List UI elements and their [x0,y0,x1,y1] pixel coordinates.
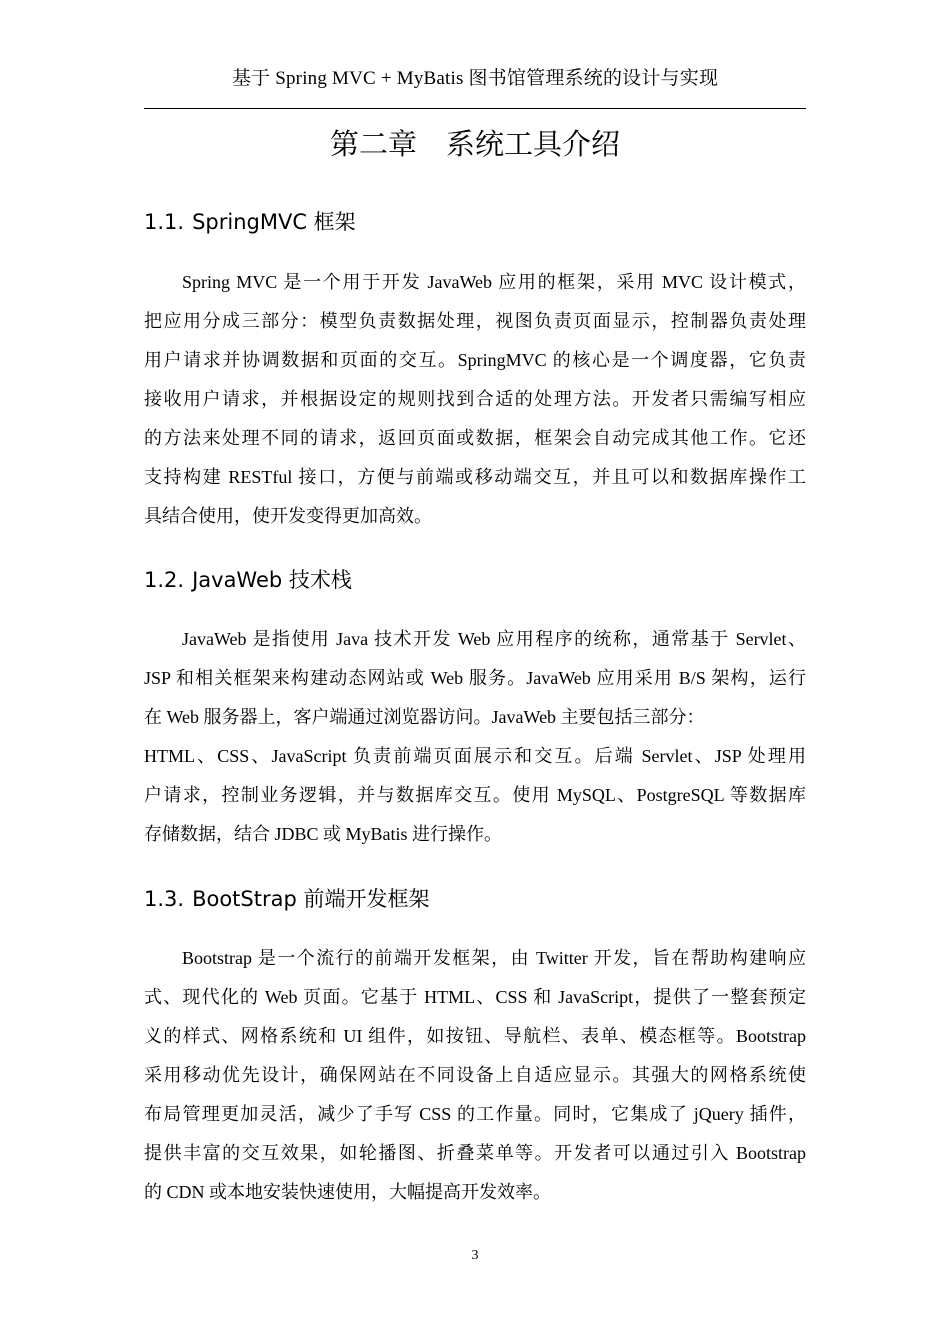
paragraph-line: 式、现代化的 Web 页面。它基于 HTML、CSS 和 JavaScript，提供了一整套预定 [144,987,806,1007]
paragraph-line: 义的样式、网格系统和 UI 组件，如按钮、导航栏、表单、模态框等。Bootstrap [144,1026,806,1046]
section-title: SpringMVC 框架 [192,210,356,234]
section-number: 1.2. [144,568,185,592]
section-heading-1-3 [144,884,806,914]
paragraph-line: 存储数据，结合 JDBC 或 MyBatis 进行操作。 [144,824,503,844]
paragraph-line: 把应用分成三部分：模型负责数据处理，视图负责页面显示，控制器负责处理 [144,311,806,331]
page-number: 3 [471,1248,479,1263]
section-heading-1-2 [144,565,806,595]
section-number: 1.3. [144,887,185,911]
section-number: 1.1. [144,210,185,234]
running-header: 基于 Spring MVC + MyBatis 图书馆管理系统的设计与实现 [231,68,719,89]
paragraph-line: 布局管理更加灵活，减少了手写 CSS 的工作量。同时，它集成了 jQuery 插件， [144,1104,806,1124]
paragraph-javaweb [144,620,806,854]
paragraph-line: 支持构建 RESTful 接口，方便与前端或移动端交互，并且可以和数据库操作工 [144,467,806,487]
paragraph-line: 的方法来处理不同的请求，返回页面或数据，框架会自动完成其他工作。它还 [144,428,806,448]
paragraph-line: 提供丰富的交互效果，如轮播图、折叠菜单等。开发者可以通过引入 Bootstrap [144,1143,806,1163]
paragraph-line: 的 CDN 或本地安装快速使用，大幅提高开发效率。 [144,1182,552,1202]
paragraph-bootstrap [144,939,806,1212]
paragraph-line: 在 Web 服务器上，客户端通过浏览器访问。JavaWeb 主要包括三部分： [144,707,705,727]
paragraph-line: 接收用户请求，并根据设定的规则找到合适的处理方法。开发者只需编写相应 [144,389,806,409]
paragraph-line: 采用移动优先设计，确保网站在不同设备上自适应显示。其强大的网格系统使 [144,1065,806,1085]
paragraph-line: JSP 和相关框架来构建动态网站或 Web 服务。JavaWeb 应用采用 B/S 架构，运行 [144,668,806,688]
chapter-title: 第二章 系统工具介绍 [329,127,620,161]
paragraph-line: Spring MVC 是一个用于开发 JavaWeb 应用的框架，采用 MVC 设计模式， [182,272,806,292]
header-rule [144,108,806,109]
paragraph-line: 户请求，控制业务逻辑，并与数据库交互。使用 MySQL、PostgreSQL 等数据库 [144,785,806,805]
section-heading-1-1 [144,207,806,237]
section-title: BootStrap 前端开发框架 [192,887,430,911]
paragraph-line: 用户请求并协调数据和页面的交互。SpringMVC 的核心是一个调度器，它负责 [144,350,806,370]
paragraph-line: HTML、CSS、JavaScript 负责前端页面展示和交互。后端 Servlet、JSP 处理用 [144,746,806,766]
paragraph-line: 具结合使用，使开发变得更加高效。 [144,506,432,526]
paragraph-springmvc [144,263,806,536]
section-title: JavaWeb 技术栈 [192,568,352,592]
paragraph-line: JavaWeb 是指使用 Java 技术开发 Web 应用程序的统称，通常基于 Servlet、 [182,629,806,649]
paragraph-line: Bootstrap 是一个流行的前端开发框架，由 Twitter 开发，旨在帮助构建响应 [182,948,806,968]
